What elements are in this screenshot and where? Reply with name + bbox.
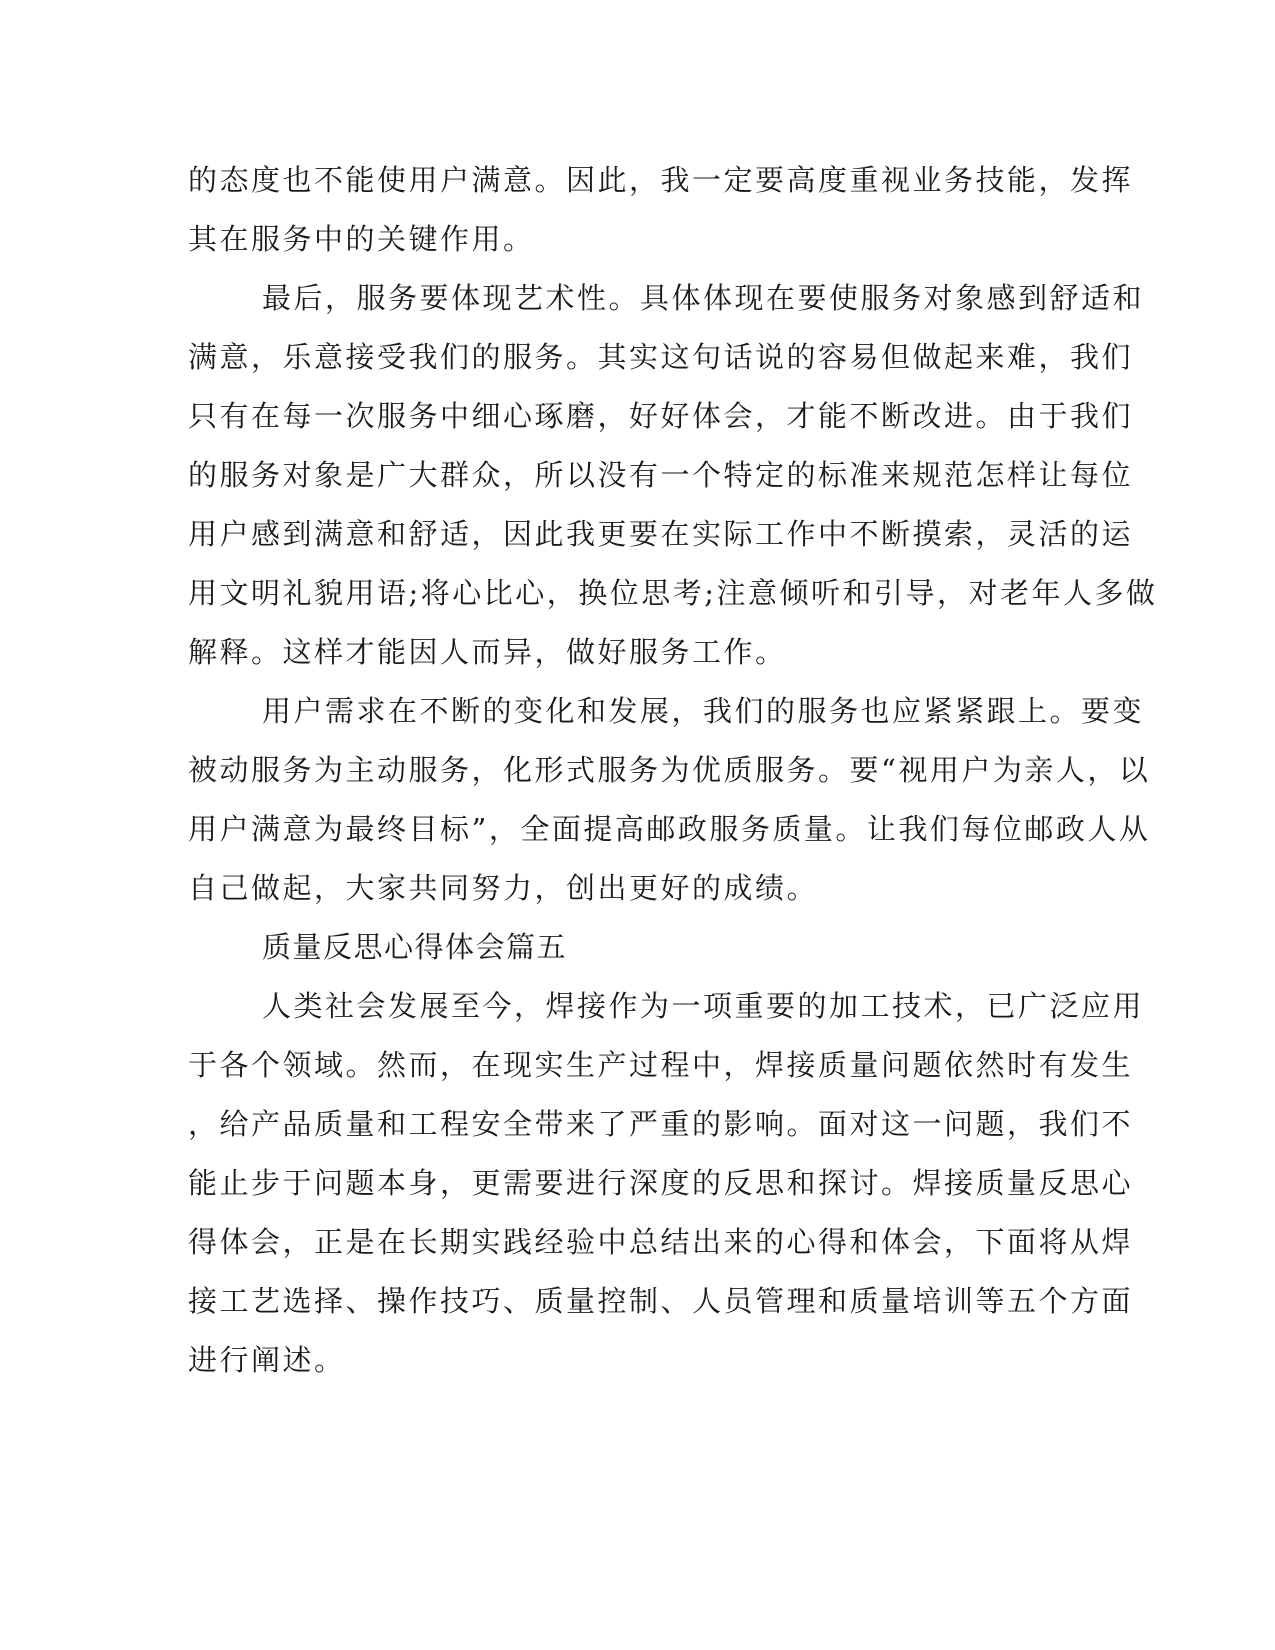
text-line: 用户满意为最终目标”，全面提高邮政服务质量。让我们每位邮政人从 bbox=[188, 812, 1151, 846]
text-line: 用户感到满意和舒适，因此我更要在实际工作中不断摸索，灵活的运 bbox=[188, 517, 1134, 551]
text-line: 其在服务中的关键作用。 bbox=[188, 222, 535, 256]
text-line: 被动服务为主动服务，化形式服务为优质服务。要“视用户为亲人，以 bbox=[188, 753, 1151, 787]
text-line: 解释。这样才能因人而异，做好服务工作。 bbox=[188, 635, 787, 669]
text-line: 人类社会发展至今，焊接作为一项重要的加工技术，已广泛应用 bbox=[262, 989, 1145, 1023]
text-line: 满意，乐意接受我们的服务。其实这句话说的容易但做起来难，我们 bbox=[188, 340, 1134, 374]
text-line: 自己做起，大家共同努力，创出更好的成绩。 bbox=[188, 871, 819, 905]
text-line: 接工艺选择、操作技巧、质量控制、人员管理和质量培训等五个方面 bbox=[188, 1284, 1134, 1318]
text-line: 最后，服务要体现艺术性。具体体现在要使服务对象感到舒适和 bbox=[262, 281, 1145, 315]
text-line: ，给产品质量和工程安全带来了严重的影响。面对这一问题，我们不 bbox=[188, 1107, 1134, 1141]
text-line: 进行阐述。 bbox=[188, 1343, 346, 1377]
text-line: 只有在每一次服务中细心琢磨，好好体会，才能不断改进。由于我们 bbox=[188, 399, 1134, 433]
text-line: 得体会，正是在长期实践经验中总结出来的心得和体会，下面将从焊 bbox=[188, 1225, 1134, 1259]
text-line: 能止步于问题本身，更需要进行深度的反思和探讨。焊接质量反思心 bbox=[188, 1166, 1134, 1200]
section-heading: 质量反思心得体会篇五 bbox=[262, 930, 568, 964]
text-line: 用户需求在不断的变化和发展，我们的服务也应紧紧跟上。要变 bbox=[262, 694, 1145, 728]
text-line: 于各个领域。然而，在现实生产过程中，焊接质量问题依然时有发生 bbox=[188, 1048, 1134, 1082]
text-line: 用文明礼貌用语;将心比心，换位思考;注意倾听和引导，对老年人多做 bbox=[188, 576, 1158, 610]
text-line: 的态度也不能使用户满意。因此，我一定要高度重视业务技能，发挥 bbox=[188, 163, 1134, 197]
text-line: 的服务对象是广大群众，所以没有一个特定的标准来规范怎样让每位 bbox=[188, 458, 1134, 492]
